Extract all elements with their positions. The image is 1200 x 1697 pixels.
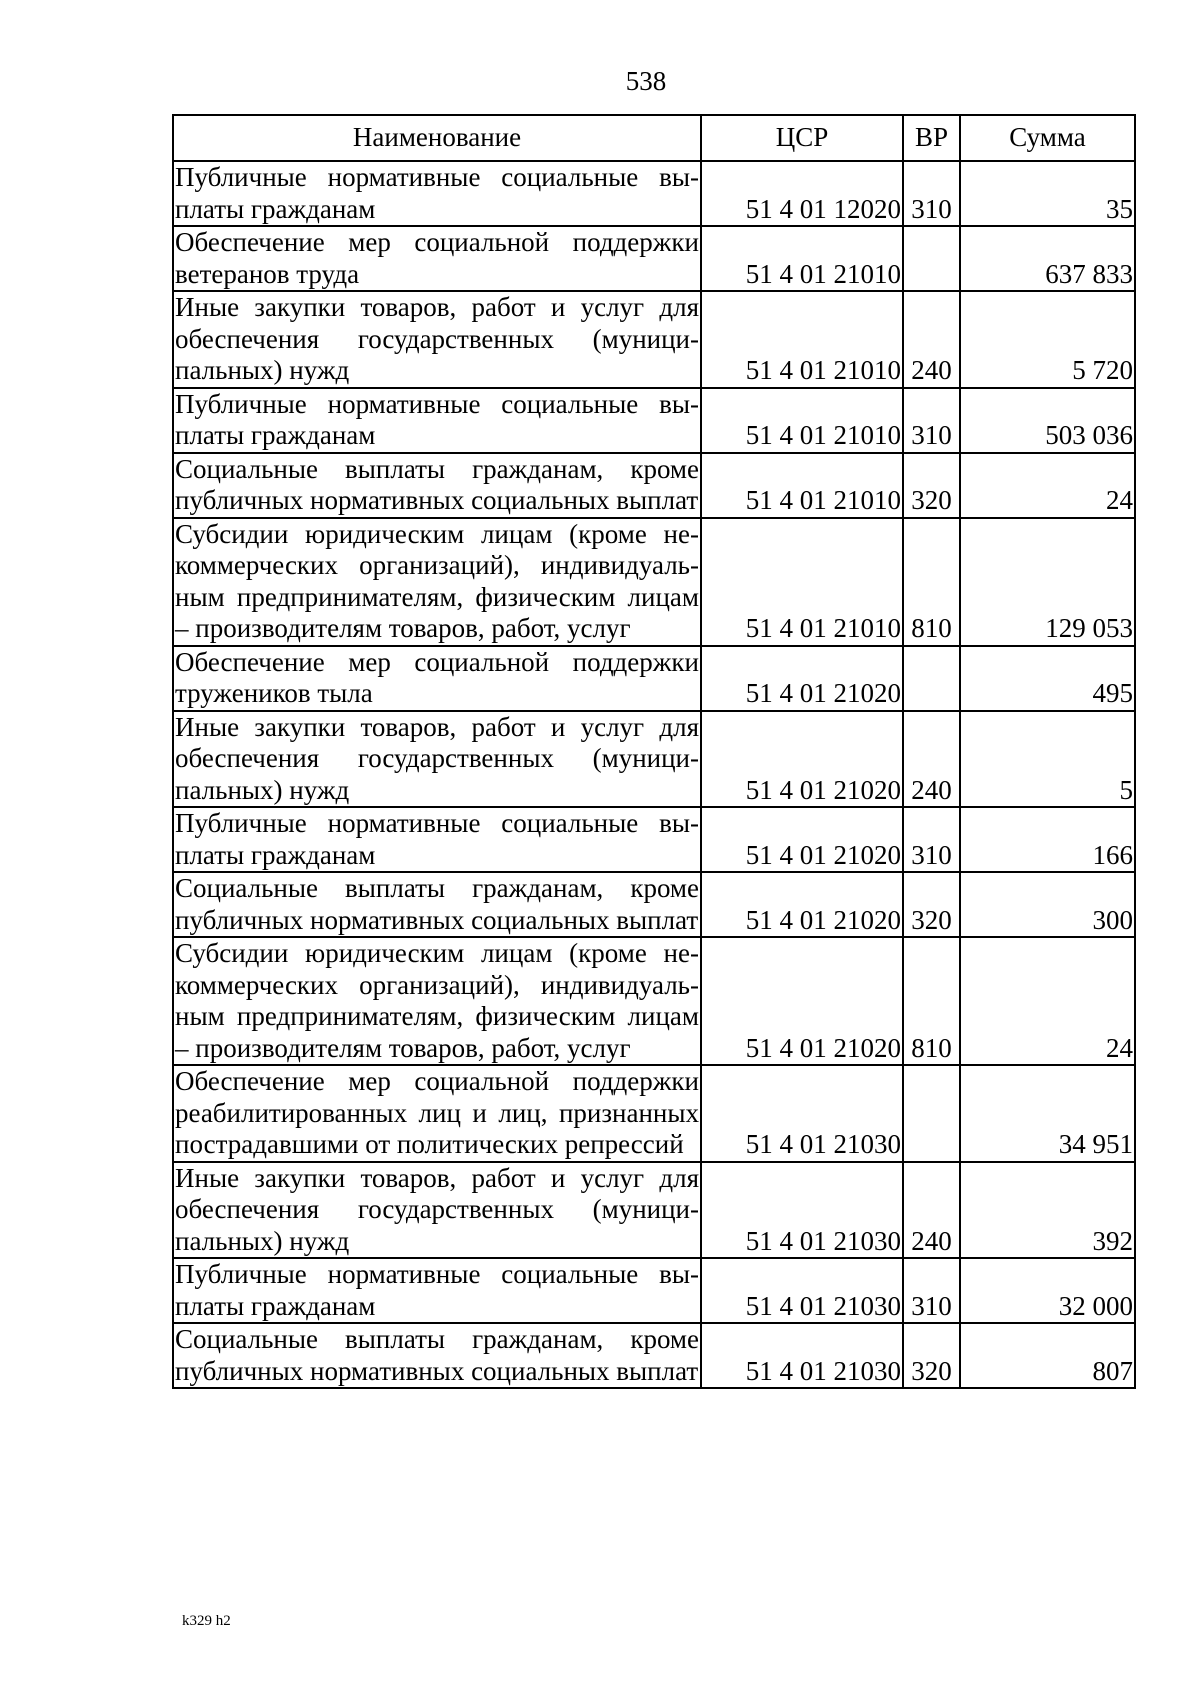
cell-name: Обеспечение мер социальной поддержки тружеников тыла — [173, 646, 701, 711]
budget-table — [172, 114, 1136, 1389]
cell-csr: 51 4 01 21020 — [701, 711, 903, 808]
table-row — [173, 937, 1135, 1065]
cell-vr — [903, 1065, 960, 1162]
table-body — [173, 161, 1135, 1388]
cell-sum: 637 833 — [960, 226, 1135, 291]
cell-sum: 807 — [960, 1323, 1135, 1388]
table-row — [173, 226, 1135, 291]
table-row — [173, 161, 1135, 226]
cell-csr: 51 4 01 21030 — [701, 1162, 903, 1259]
cell-vr — [903, 646, 960, 711]
cell-csr: 51 4 01 21020 — [701, 872, 903, 937]
cell-sum: 5 720 — [960, 291, 1135, 388]
cell-sum: 35 — [960, 161, 1135, 226]
table-row — [173, 1065, 1135, 1162]
cell-sum: 24 — [960, 453, 1135, 518]
cell-sum: 34 951 — [960, 1065, 1135, 1162]
cell-sum: 129 053 — [960, 518, 1135, 646]
cell-vr: 310 — [903, 807, 960, 872]
table-row — [173, 518, 1135, 646]
cell-name: Субсидии юридическим лицам (кроме некоммерческих организаций), индивидуальным предпринимателям, физическим лицам – производителям товаров, работ, услуг — [173, 518, 701, 646]
footer-code: k329 h2 — [182, 1613, 231, 1629]
page-number: 538 — [625, 66, 667, 96]
table-row — [173, 807, 1135, 872]
cell-csr: 51 4 01 21010 — [701, 388, 903, 453]
cell-name: Публичные нормативные социальные выплаты гражданам — [173, 388, 701, 453]
cell-vr: 240 — [903, 1162, 960, 1259]
table-row — [173, 872, 1135, 937]
cell-sum: 495 — [960, 646, 1135, 711]
cell-sum: 300 — [960, 872, 1135, 937]
cell-vr: 310 — [903, 1258, 960, 1323]
cell-name: Иные закупки товаров, работ и услуг для обеспечения государственных (муниципальных) нужд — [173, 1162, 701, 1259]
cell-name: Социальные выплаты гражданам, кроме публичных нормативных социальных выплат — [173, 1323, 701, 1388]
cell-name: Социальные выплаты гражданам, кроме публичных нормативных социальных выплат — [173, 453, 701, 518]
cell-csr: 51 4 01 21030 — [701, 1065, 903, 1162]
table-row — [173, 711, 1135, 808]
cell-csr: 51 4 01 12020 — [701, 161, 903, 226]
cell-vr: 310 — [903, 161, 960, 226]
cell-vr: 240 — [903, 711, 960, 808]
cell-vr: 810 — [903, 937, 960, 1065]
table-row — [173, 1323, 1135, 1388]
cell-csr: 51 4 01 21020 — [701, 646, 903, 711]
table-row — [173, 453, 1135, 518]
cell-csr: 51 4 01 21030 — [701, 1323, 903, 1388]
table-row — [173, 646, 1135, 711]
cell-vr: 240 — [903, 291, 960, 388]
cell-vr: 310 — [903, 388, 960, 453]
cell-vr: 320 — [903, 453, 960, 518]
cell-name: Публичные нормативные социальные выплаты гражданам — [173, 161, 701, 226]
header-csr: ЦСР — [701, 115, 903, 161]
cell-sum: 503 036 — [960, 388, 1135, 453]
cell-vr: 320 — [903, 1323, 960, 1388]
cell-name: Социальные выплаты гражданам, кроме публичных нормативных социальных выплат — [173, 872, 701, 937]
cell-csr: 51 4 01 21010 — [701, 518, 903, 646]
table-header-row — [173, 115, 1135, 161]
cell-name: Иные закупки товаров, работ и услуг для обеспечения государственных (муниципальных) нужд — [173, 711, 701, 808]
cell-sum: 392 — [960, 1162, 1135, 1259]
cell-sum: 32 000 — [960, 1258, 1135, 1323]
header-sum: Сумма — [960, 115, 1135, 161]
cell-vr: 320 — [903, 872, 960, 937]
cell-name: Публичные нормативные социальные выплаты гражданам — [173, 1258, 701, 1323]
cell-csr: 51 4 01 21010 — [701, 291, 903, 388]
cell-vr — [903, 226, 960, 291]
header-name: Наименование — [173, 115, 701, 161]
cell-csr: 51 4 01 21030 — [701, 1258, 903, 1323]
cell-name: Иные закупки товаров, работ и услуг для обеспечения государственных (муниципальных) нужд — [173, 291, 701, 388]
cell-csr: 51 4 01 21020 — [701, 937, 903, 1065]
table-row — [173, 1258, 1135, 1323]
cell-sum: 24 — [960, 937, 1135, 1065]
cell-name: Обеспечение мер социальной поддержки реабилитированных лиц и лиц, признанных пострадавшими от политических репрессий — [173, 1065, 701, 1162]
cell-vr: 810 — [903, 518, 960, 646]
table-row — [173, 388, 1135, 453]
cell-name: Обеспечение мер социальной поддержки ветеранов труда — [173, 226, 701, 291]
cell-sum: 166 — [960, 807, 1135, 872]
table-row — [173, 291, 1135, 388]
cell-sum: 5 — [960, 711, 1135, 808]
cell-csr: 51 4 01 21020 — [701, 807, 903, 872]
header-vr: ВР — [903, 115, 960, 161]
cell-csr: 51 4 01 21010 — [701, 226, 903, 291]
table-row — [173, 1162, 1135, 1259]
cell-name: Публичные нормативные социальные выплаты гражданам — [173, 807, 701, 872]
cell-name: Субсидии юридическим лицам (кроме некоммерческих организаций), индивидуальным предпринимателям, физическим лицам – производителям товаров, работ, услуг — [173, 937, 701, 1065]
cell-csr: 51 4 01 21010 — [701, 453, 903, 518]
